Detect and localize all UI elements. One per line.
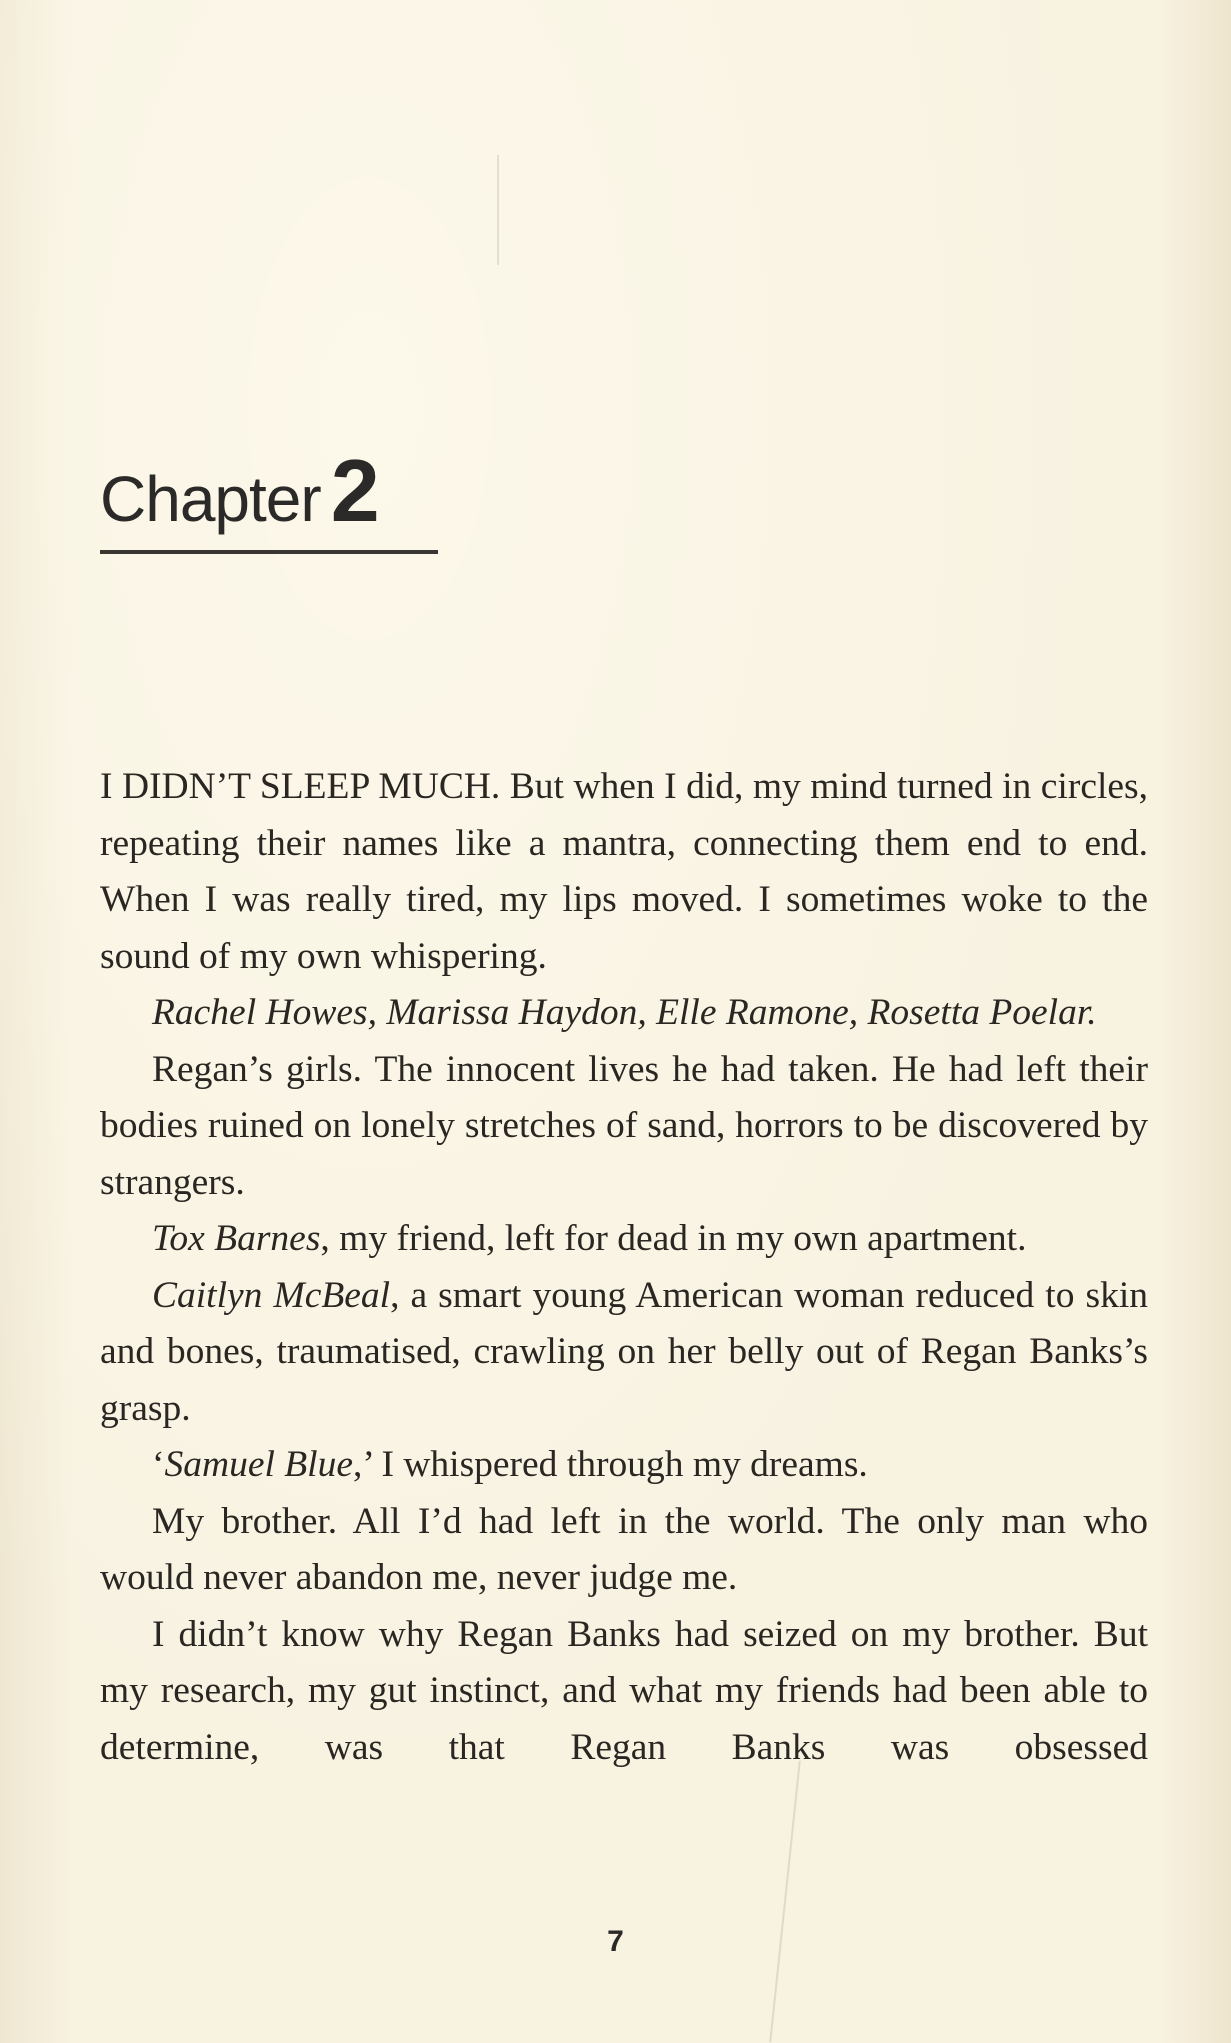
- chapter-label: Chapter: [100, 463, 321, 535]
- character-name: Samuel Blue: [164, 1444, 353, 1485]
- chapter-heading: [100, 440, 380, 542]
- paragraph: [100, 1437, 1148, 1494]
- victim-names: Rachel Howes, Marissa Haydon, Elle Ramone, Rosetta Poelar.: [152, 992, 1097, 1033]
- chapter-underline: [100, 550, 438, 554]
- paragraph: I DIDN’T SLEEP MUCH. But when I did, my mind turned in circles, repeating their names like a mantra, connecting them end to end. When I was really tired, my lips moved. I sometimes woke to the sound of my own whispering.: [100, 766, 1148, 977]
- paragraph-text: ,’ I whispered through my dreams.: [353, 1444, 868, 1485]
- paragraph: My brother. All I’d had left in the world. The only man who would never abandon me, never judge me.: [100, 1500, 1148, 1598]
- paragraph: [100, 1211, 1148, 1268]
- character-name: Caitlyn McBeal: [152, 1274, 391, 1316]
- page-crease: [769, 1761, 801, 2043]
- chapter-number: 2: [330, 441, 380, 540]
- paragraph: I didn’t know why Regan Banks had seized on my brother. But my research, my gut instinct, and what my friends had been able to determine, was that Regan Banks was obsessed: [100, 1613, 1148, 1768]
- chapter-body: [100, 759, 1148, 1776]
- character-name: Tox Barnes: [152, 1218, 321, 1259]
- paragraph-text: , my friend, left for dead in my own apartment.: [320, 1218, 1027, 1259]
- paragraph: Regan’s girls. The innocent lives he had taken. He had left their bodies ruined on lonely stretches of sand, horrors to be discovered by strangers.: [100, 1048, 1148, 1203]
- page-crease: [497, 155, 499, 265]
- page-number: 7: [607, 1925, 624, 1958]
- open-quote: ‘: [152, 1444, 165, 1485]
- paragraph: [100, 1268, 1148, 1438]
- paragraph: [100, 985, 1148, 1042]
- paragraph-text: , a smart young American woman reduced to skin and bones, traumatised, crawling on her belly out of Regan Banks’s grasp.: [100, 1274, 1148, 1429]
